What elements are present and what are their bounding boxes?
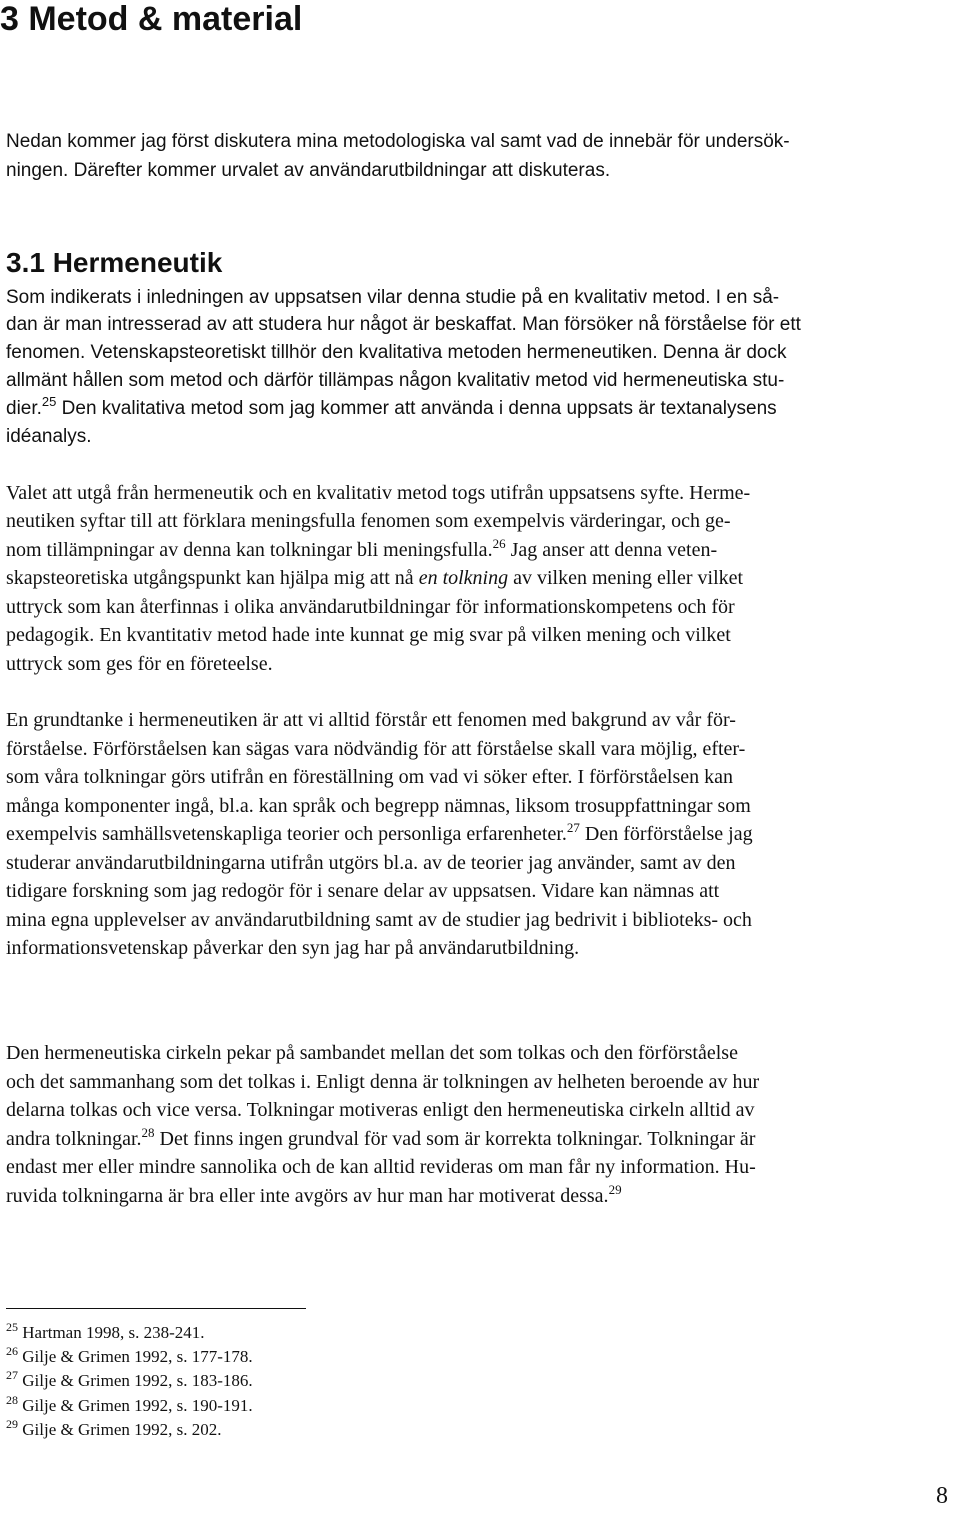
line-text: Jag anser att denna veten- <box>505 539 718 561</box>
footnote-25 <box>6 1322 205 1344</box>
section-heading: 3.1 Hermeneutik <box>6 247 223 278</box>
footnote-27 <box>6 1370 253 1392</box>
footnote-number: 25 <box>6 1320 18 1334</box>
line-text: exempelvis samhällsvetenskapliga teorier och personliga erfarenheter. <box>6 823 567 845</box>
paragraph-line: och det sammanhang som det tolkas i. Enligt denna är tolkningen av helheten beroende av hur <box>6 1071 760 1093</box>
footnote-number: 27 <box>6 1368 18 1382</box>
footnote-divider <box>6 1308 306 1309</box>
paragraph-line <box>6 536 717 564</box>
page-number: 8 <box>936 1483 948 1509</box>
paragraph-line: uttryck som ges för en företeelse. <box>6 653 273 675</box>
paragraph-line: många komponenter ingå, bl.a. kan språk och begrepp nämnas, liksom trosuppfattningar som <box>6 795 751 817</box>
footnote-text: Gilje & Grimen 1992, s. 202. <box>18 1420 222 1439</box>
paragraph-line <box>6 1182 622 1210</box>
line-text: av vilken mening eller vilket <box>508 567 744 589</box>
paragraph-line: Den hermeneutiska cirkeln pekar på sambandet mellan det som tolkas och den förförståelse <box>6 1042 738 1064</box>
footnote-text: Gilje & Grimen 1992, s. 177-178. <box>18 1347 253 1366</box>
paragraph-line <box>6 396 777 422</box>
footnote-28 <box>6 1395 253 1417</box>
line-text: Det finns ingen grundval för vad som är korrekta tolkningar. Tolkningar är <box>154 1128 756 1150</box>
paragraph-line: studerar användarutbildningarna utifrån utgörs bl.a. av de teorier jag använder, samt av den <box>6 852 736 874</box>
paragraph-line: förståelse. Förförståelsen kan sägas vara nödvändig för att förståelse skall vara möjlig, efter- <box>6 738 746 760</box>
paragraph-line: tidigare forskning som jag redogör för i senare delar av uppsatsen. Vidare kan nämnas att <box>6 880 720 902</box>
paragraph-line: mina egna upplevelser av användarutbildning samt av de studier jag bedrivit i biblioteks- och <box>6 909 752 931</box>
paragraph-line <box>6 820 753 848</box>
paragraph-line <box>6 564 743 592</box>
footnote-text: Hartman 1998, s. 238-241. <box>18 1323 205 1342</box>
footnote-ref-27[interactable]: 27 <box>566 820 580 835</box>
paragraph-line: fenomen. Vetenskapsteoretiskt tillhör den kvalitativa metoden hermeneutiken. Denna är dock <box>6 342 787 363</box>
footnote-26 <box>6 1346 253 1368</box>
paragraph-line: dan är man intresserad av att studera hur något är beskaffat. Man försöker nå förståelse för ett <box>6 314 801 335</box>
intro-line-2: ningen. Därefter kommer urvalet av användarutbildningar att diskuteras. <box>6 160 611 181</box>
footnote-ref-29[interactable]: 29 <box>608 1182 622 1197</box>
paragraph-line: uttryck som kan återfinnas i olika användarutbildningar för informationskompetens och för <box>6 596 735 618</box>
line-text: ruvida tolkningarna är bra eller inte avgörs av hur man har motiverat dessa. <box>6 1185 609 1207</box>
line-text: Den kvalitativa metod som jag kommer att använda i denna uppsats är textanalysens <box>56 398 777 419</box>
paragraph-line: Valet att utgå från hermeneutik och en kvalitativ metod togs utifrån uppsatsens syfte. Herme- <box>6 482 751 504</box>
line-text: nom tillämpningar av denna kan tolkningar bli meningsfulla. <box>6 539 493 561</box>
line-text: dier. <box>6 398 42 419</box>
paragraph-line: allmänt hållen som metod och därför tillämpas någon kvalitativ metod vid hermeneutiska stu- <box>6 370 785 391</box>
paragraph-line: idéanalys. <box>6 426 92 447</box>
footnote-text: Gilje & Grimen 1992, s. 183-186. <box>18 1371 253 1390</box>
line-text: andra tolkningar. <box>6 1128 142 1150</box>
paragraph-line: pedagogik. En kvantitativ metod hade inte kunnat ge mig svar på vilken mening och vilket <box>6 624 731 646</box>
footnote-ref-28[interactable]: 28 <box>141 1125 155 1140</box>
paragraph-line: En grundtanke i hermeneutiken är att vi alltid förstår ett fenomen med bakgrund av vår för- <box>6 709 736 731</box>
line-text: skapsteoretiska utgångspunkt kan hjälpa mig att nå <box>6 567 419 589</box>
paragraph-line <box>6 1125 755 1153</box>
emphasis-text: en tolkning <box>418 567 509 589</box>
line-text: Den förförståelse jag <box>579 823 753 845</box>
footnote-29 <box>6 1419 222 1441</box>
footnote-ref-26[interactable]: 26 <box>492 536 506 551</box>
paragraph-line: neutiken syftar till att förklara meningsfulla fenomen som exempelvis värderingar, och ge- <box>6 510 731 532</box>
footnote-text: Gilje & Grimen 1992, s. 190-191. <box>18 1396 253 1415</box>
paragraph-line: informationsvetenskap påverkar den syn jag har på användarutbildning. <box>6 937 580 959</box>
paragraph-line: endast mer eller mindre sannolika och de kan alltid revideras om man får ny information. Hu- <box>6 1156 756 1178</box>
footnote-number: 26 <box>6 1344 18 1358</box>
paragraph-line: delarna tolkas och vice versa. Tolkningar motiveras enligt den hermeneutiska cirkeln alltid av <box>6 1099 755 1121</box>
footnote-number: 29 <box>6 1417 18 1431</box>
footnote-ref-25[interactable]: 25 <box>41 394 57 409</box>
footnote-number: 28 <box>6 1393 18 1407</box>
paragraph-line: som våra tolkningar görs utifrån en föreställning om vad vi söker efter. I förförståelsen kan <box>6 766 734 788</box>
chapter-heading: 3 Metod & material <box>0 0 303 38</box>
intro-line-1: Nedan kommer jag först diskutera mina metodologiska val samt vad de innebär för undersök- <box>6 131 790 152</box>
paragraph-line: Som indikerats i inledningen av uppsatsen vilar denna studie på en kvalitativ metod. I en så- <box>6 287 780 308</box>
